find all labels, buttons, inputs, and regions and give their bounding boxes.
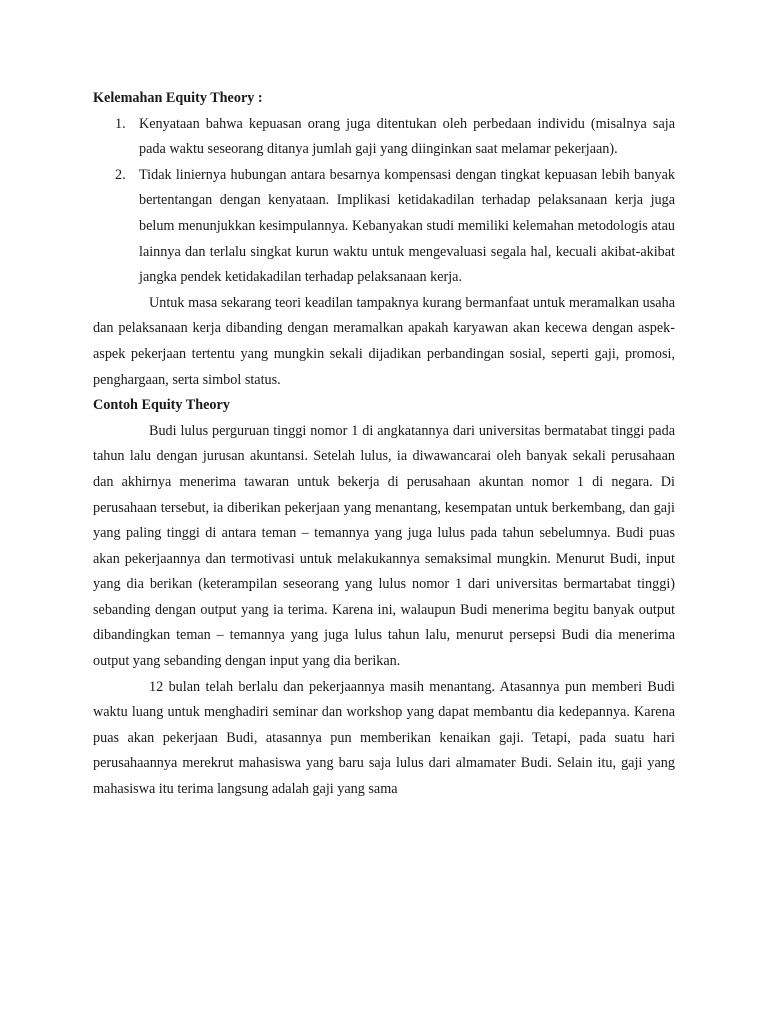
heading-kelemahan: Kelemahan Equity Theory : (93, 90, 263, 106)
paragraph-example-1: Budi lulus perguruan tinggi nomor 1 di angkatannya dari universitas bermatabat tinggi pada tahun lalu dengan jurusan akuntansi. Setelah lulus, ia diwawancarai oleh banyak sekali perusahaan dan akhirnya menerima tawaran untuk bekerja di perusahaan akuntan nomor 1 di negara. Di perusahaan tersebut, ia diberikan pekerjaan yang menantang, kesempatan untuk berkembang, dan gaji yang paling tinggi di antara teman – temannya yang juga lulus pada tahun sebelumnya. Budi puas akan pekerjaannya dan termotivasi untuk melakukannya semaksimal mungkin. Menurut Budi, input yang dia berikan (keterampilan seseorang yang lulus nomor 1 dari universitas bermartabat tinggi) sebanding dengan output yang ia terima. Karena ini, walaupun Budi menerima begitu banyak output dibandingkan teman – temannya yang juga lulus tahun lalu, menurut persepsi Budi dia menerima output yang sebanding dengan input yang dia berikan. (93, 422, 675, 670)
list-number: 1. (115, 115, 126, 132)
list-number: 2. (115, 166, 126, 183)
list-item (93, 163, 675, 291)
paragraph-example-2: 12 bulan telah berlalu dan pekerjaannya masih menantang. Atasannya pun memberi Budi waktu luang untuk menghadiri seminar dan workshop yang dapat membantu dia kedepannya. Karena puas akan pekerjaan Budi, atasannya pun memberikan kenaikan gaji. Tetapi, pada suatu hari perusahaannya merekrut mahasiswa yang baru saja lulus dari almamater Budi. Selain itu, gaji yang mahasiswa itu terima langsung adalah gaji yang sama (93, 678, 675, 798)
document-page (93, 86, 675, 803)
list-item-text: Tidak liniernya hubungan antara besarnya kompensasi dengan tingkat kepuasan lebih banyak bertentangan dengan kenyataan. Implikasi ketidakadilan terhadap pelaksanaan kerja juga belum menunjukkan kesimpulannya. Kebanyakan studi memiliki kelemahan metodologis atau lainnya dan terlalu singkat kurun waktu untuk mengevaluasi segala hal, kecuali akibat-akibat jangka pendek ketidakadilan terhadap pelaksanaan kerja. (139, 166, 675, 286)
paragraph-summary: Untuk masa sekarang teori keadilan tampaknya kurang bermanfaat untuk meramalkan usaha dan pelaksanaan kerja dibanding dengan meramalkan apakah karyawan akan kecewa dengan aspek-aspek pekerjaan tertentu yang mungkin sekali dijadikan perbandingan sosial, seperti gaji, promosi, penghargaan, serta simbol status. (93, 294, 675, 388)
list-item-text: Kenyataan bahwa kepuasan orang juga ditentukan oleh perbedaan individu (misalnya saja pada waktu seseorang ditanya jumlah gaji yang diinginkan saat melamar pekerjaan). (139, 115, 675, 158)
weakness-list (93, 112, 675, 291)
heading-contoh: Contoh Equity Theory (93, 397, 230, 414)
list-item (93, 112, 675, 163)
